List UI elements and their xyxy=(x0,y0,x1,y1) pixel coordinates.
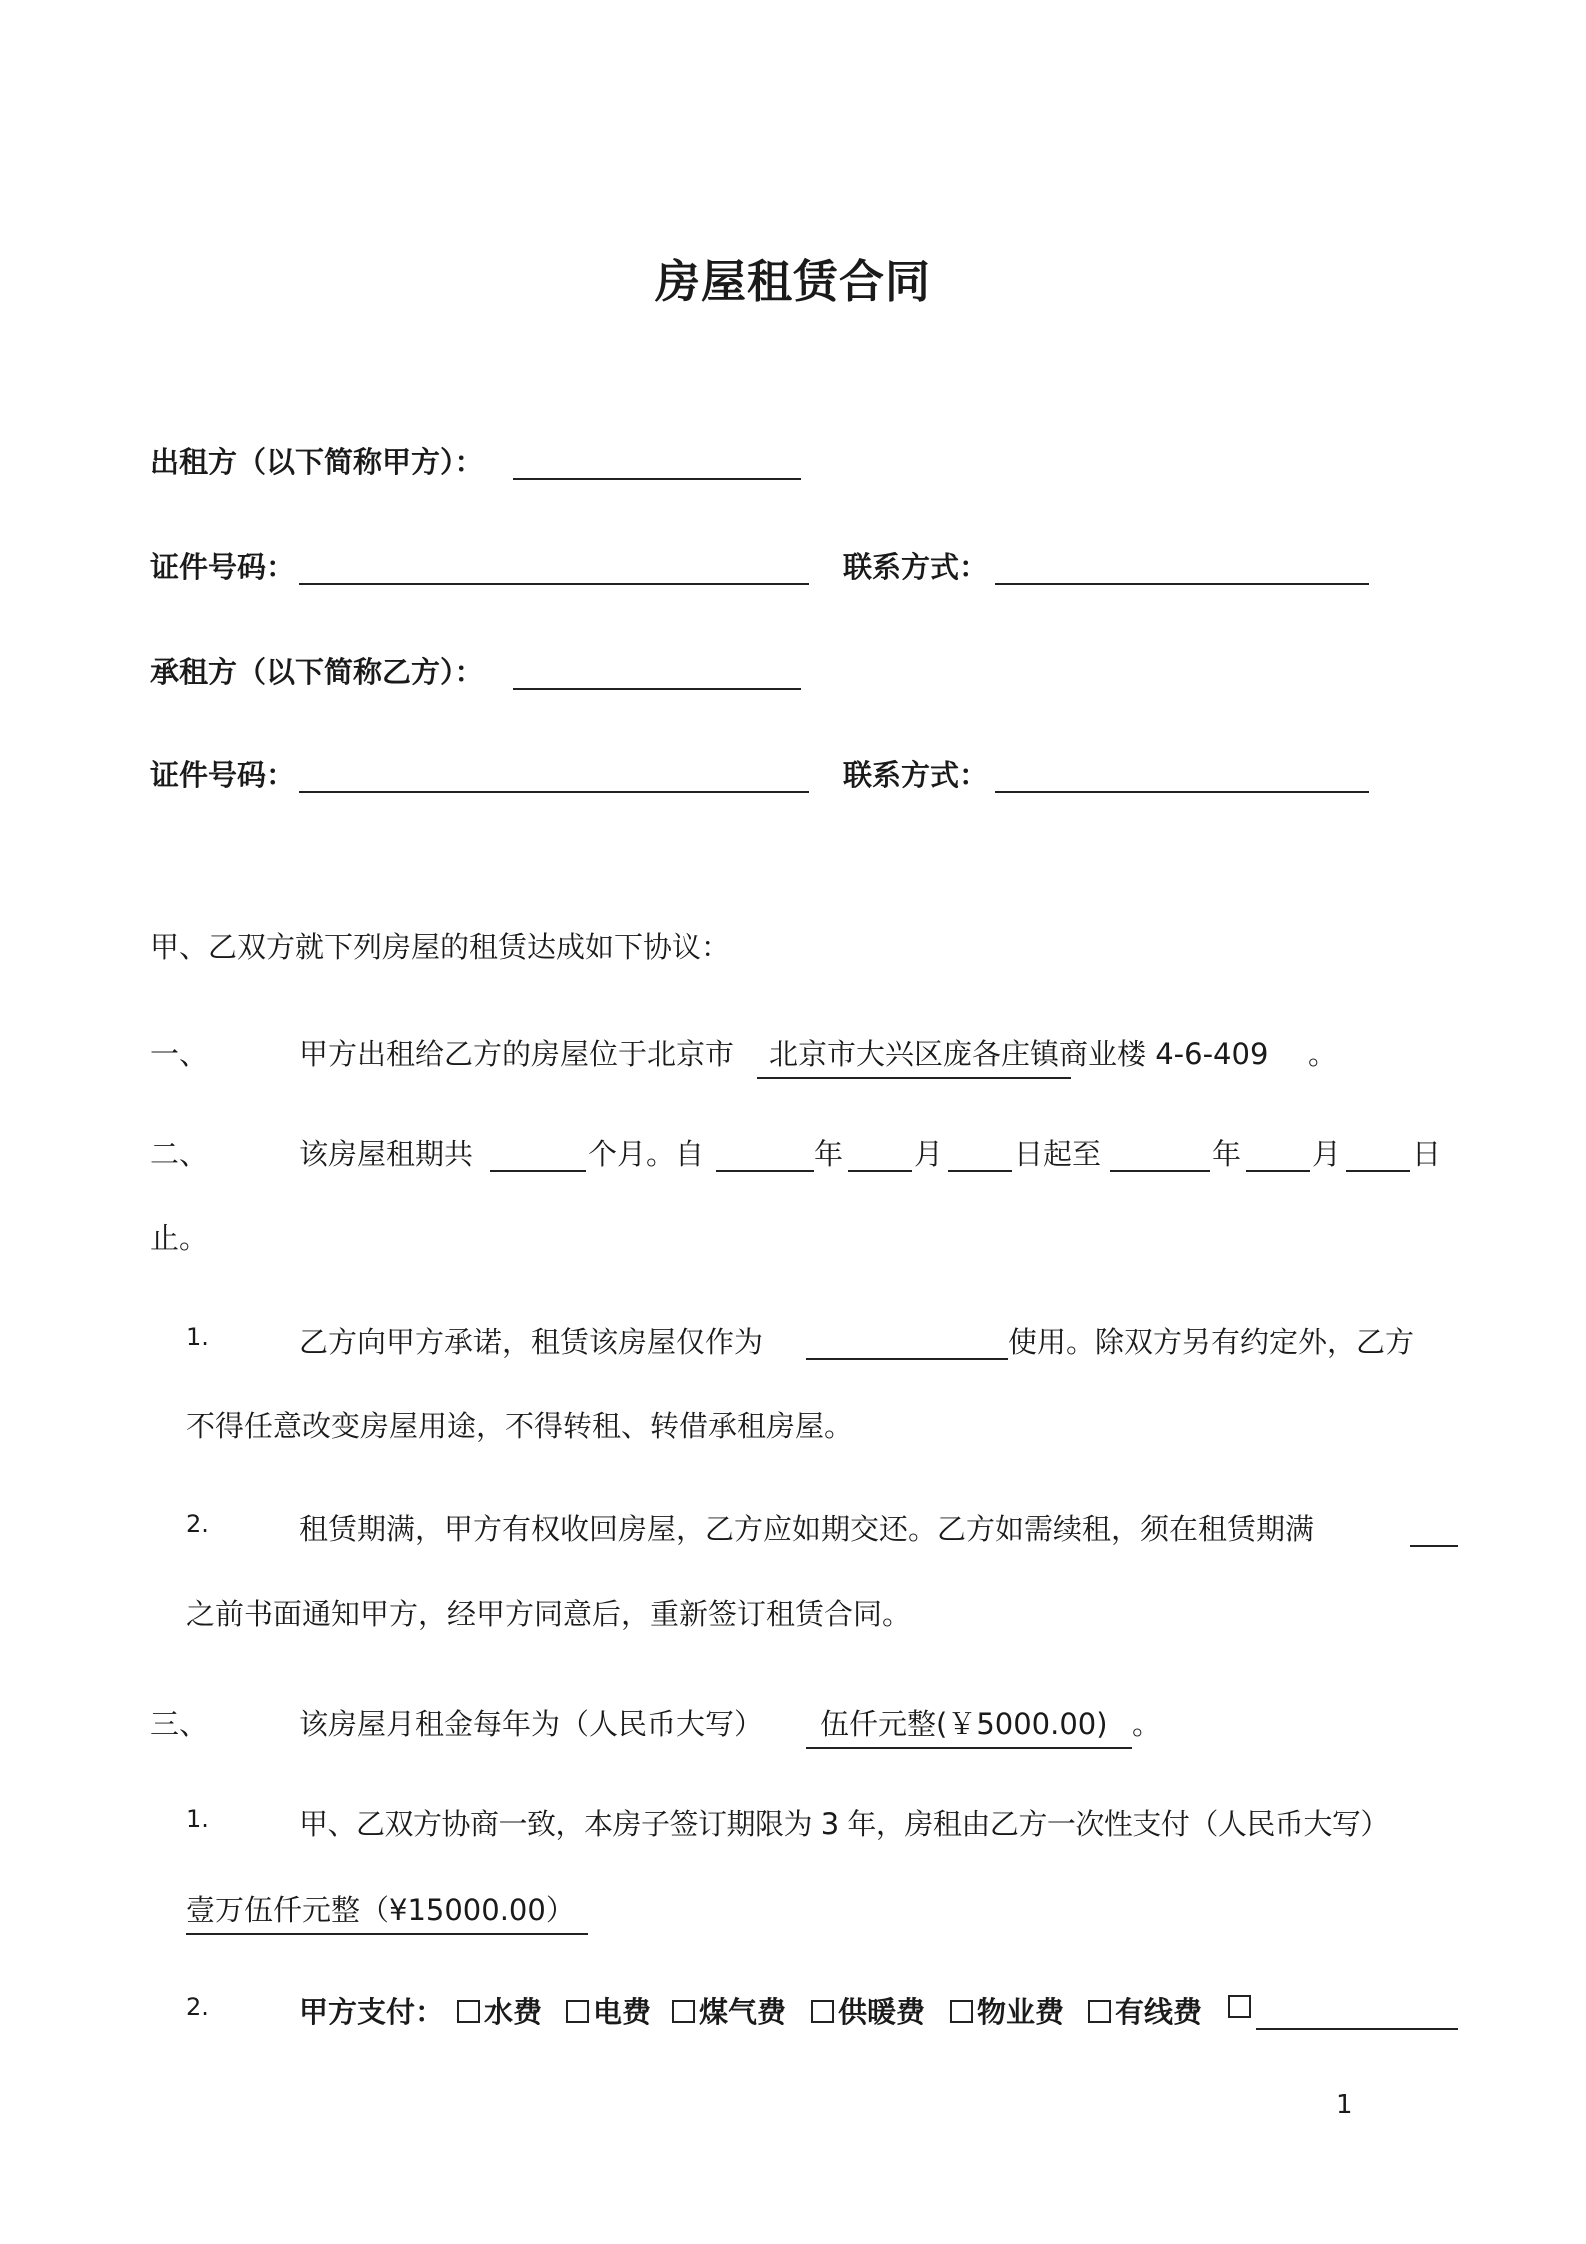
start-day-field[interactable] xyxy=(948,1170,1012,1172)
lease-months-field[interactable] xyxy=(490,1170,586,1172)
clause-2-text-7: 月 xyxy=(1312,1137,1342,1171)
clause-3-text: 该房屋月租金每年为（人民币大写） xyxy=(299,1707,764,1741)
renewal-notice-field[interactable] xyxy=(1410,1545,1458,1547)
property-use-field[interactable] xyxy=(806,1358,1008,1360)
end-day-field[interactable] xyxy=(1346,1170,1410,1172)
other-fee-field[interactable] xyxy=(1256,2028,1458,2030)
checkbox-other[interactable] xyxy=(1228,1995,1251,2018)
start-month-field[interactable] xyxy=(848,1170,912,1172)
agreement-intro: 甲、乙双方就下列房屋的租赁达成如下协议： xyxy=(150,930,731,964)
checkbox-electricity[interactable] xyxy=(566,2000,589,2023)
clause-3-sub-2-number: 2. xyxy=(186,1993,209,2021)
utility-label-electricity: 电费 xyxy=(593,1995,652,2029)
clause-2-text-6: 年 xyxy=(1212,1137,1242,1171)
party-a-label: 出租方（以下简称甲方）： xyxy=(150,445,484,479)
party-a-name-field[interactable] xyxy=(513,478,801,480)
utility-label-water: 水费 xyxy=(484,1995,543,2029)
clause-2-sub-2-text-a: 租赁期满，甲方有权收回房屋，乙方应如期交还。乙方如需续租，须在租赁期满 xyxy=(299,1512,1315,1546)
clause-2-sub-2-number: 2. xyxy=(186,1510,209,1538)
clause-3-sub-1-text-a: 甲、乙双方协商一致，本房子签订期限为 3 年，房租由乙方一次性支付（人民币大写） xyxy=(299,1807,1389,1841)
clause-2-text-2: 个月。自 xyxy=(588,1137,705,1171)
utility-option-cable[interactable] xyxy=(1088,1990,1202,2031)
utility-label-heating: 供暖费 xyxy=(838,1995,926,2029)
party-b-contact-field[interactable] xyxy=(995,791,1369,793)
clause-2-number: 二、 xyxy=(150,1137,209,1171)
monthly-rent-field[interactable]: 伍仟元整(￥5000.00) xyxy=(806,1702,1132,1749)
clause-2-sub-1-number: 1. xyxy=(186,1323,209,1351)
clause-2-text-4: 月 xyxy=(914,1137,944,1171)
party-b-contact-label: 联系方式： xyxy=(843,758,989,792)
clause-3-sub-1-number: 1. xyxy=(186,1805,209,1833)
utility-label-gas: 煤气费 xyxy=(699,1995,787,2029)
party-a-contact-field[interactable] xyxy=(995,583,1369,585)
utility-option-water[interactable] xyxy=(457,1990,542,2031)
property-address-field[interactable]: 北京市大兴区庞各庄镇商业楼 4-6-409 xyxy=(757,1032,1071,1079)
clause-2-sub-1-text-c: 不得任意改变房屋用途，不得转租、转借承租房屋。 xyxy=(186,1409,854,1443)
utility-label-property-fee: 物业费 xyxy=(977,1995,1065,2029)
clause-3-sub-2-label: 甲方支付： xyxy=(299,1995,445,2029)
checkbox-water[interactable] xyxy=(457,2000,480,2023)
clause-2-text-9: 止。 xyxy=(150,1221,209,1255)
clause-2-text-8: 日 xyxy=(1412,1137,1442,1171)
start-year-field[interactable] xyxy=(716,1170,814,1172)
utility-option-heating[interactable] xyxy=(811,1990,925,2031)
utility-option-property[interactable] xyxy=(950,1990,1064,2031)
clause-3-number: 三、 xyxy=(150,1707,209,1741)
checkbox-heating[interactable] xyxy=(811,2000,834,2023)
clause-1-text: 甲方出租给乙方的房屋位于北京市 xyxy=(299,1037,735,1071)
party-b-id-label: 证件号码： xyxy=(150,758,296,792)
clause-2-text-3: 年 xyxy=(814,1137,844,1171)
utility-option-gas[interactable] xyxy=(672,1990,786,2031)
clause-1-end: 。 xyxy=(1308,1037,1338,1071)
party-b-name-field[interactable] xyxy=(513,688,801,690)
clause-2-text-5: 日起至 xyxy=(1014,1137,1102,1171)
party-a-contact-label: 联系方式： xyxy=(843,550,989,584)
clause-2-text-1: 该房屋租期共 xyxy=(299,1137,474,1171)
clause-1-number: 一、 xyxy=(150,1037,209,1071)
clause-2-sub-1-text-a: 乙方向甲方承诺，租赁该房屋仅作为 xyxy=(299,1325,764,1359)
party-a-id-label: 证件号码： xyxy=(150,550,296,584)
checkbox-gas[interactable] xyxy=(672,2000,695,2023)
checkbox-cable-fee[interactable] xyxy=(1088,2000,1111,2023)
end-year-field[interactable] xyxy=(1110,1170,1210,1172)
party-b-label: 承租方（以下简称乙方）： xyxy=(150,655,484,689)
party-a-id-field[interactable] xyxy=(299,583,809,585)
clause-3-end: 。 xyxy=(1132,1707,1162,1741)
end-month-field[interactable] xyxy=(1246,1170,1310,1172)
clause-2-sub-1-text-b: 使用。除双方另有约定外，乙方 xyxy=(1008,1325,1415,1359)
document-title: 房屋租赁合同 xyxy=(654,255,931,308)
utility-option-other[interactable] xyxy=(1228,1990,1255,2024)
checkbox-property-fee[interactable] xyxy=(950,2000,973,2023)
page-number: 1 xyxy=(1336,2090,1353,2120)
party-b-id-field[interactable] xyxy=(299,791,809,793)
clause-2-sub-2-text-c: 之前书面通知甲方，经甲方同意后，重新签订租赁合同。 xyxy=(186,1597,912,1631)
total-rent-field[interactable]: 壹万伍仟元整（¥15000.00） xyxy=(186,1888,588,1935)
utility-label-cable-fee: 有线费 xyxy=(1115,1995,1203,2029)
utility-option-electricity[interactable] xyxy=(566,1990,651,2031)
